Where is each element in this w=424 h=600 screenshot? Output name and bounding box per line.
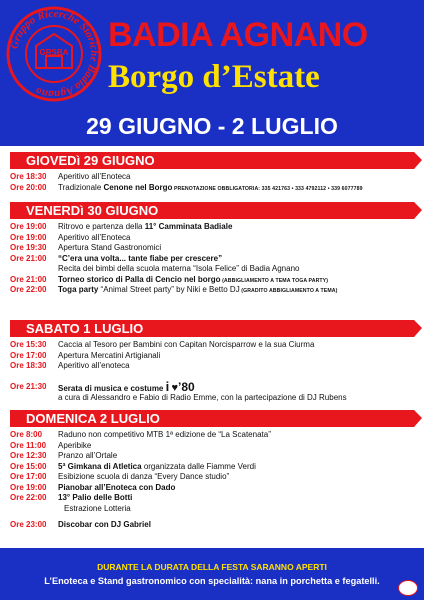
row-text: a cura di Alessandro e Fabio di Radio Emme, con la partecipazione di DJ Rubens: [58, 392, 347, 402]
program-row: [10, 483, 414, 494]
row-text: Aperitivo all’Enoteca: [58, 232, 131, 242]
program-row: [10, 351, 414, 362]
association-logo: [6, 6, 102, 102]
row-time: Ore 20:00: [10, 182, 47, 192]
row-text: Serata di musica e costume i ♥’80: [58, 378, 195, 394]
row-time: Ore 12:30: [10, 451, 47, 460]
row-text: Caccia al Tesoro per Bambini con Capitan Norcisparrow e la sua Ciurma: [58, 340, 315, 349]
row-time: Ore 19:00: [10, 482, 47, 492]
row-time: Ore 21:30: [10, 381, 47, 391]
row-text: Estrazione Lotteria: [64, 503, 131, 513]
row-time: Ore 19:30: [10, 243, 47, 252]
program-row: [10, 504, 414, 515]
row-text: Apertura Stand Gastronomici: [58, 243, 162, 252]
program-row: [10, 264, 414, 275]
row-text: Aperitivo all’enoteca: [58, 361, 130, 370]
program-row: [10, 275, 414, 286]
row-text: Recita dei bimbi della scuola materna “Isola Felice” di Badia Agnano: [58, 264, 300, 273]
row-time: Ore 15:00: [10, 461, 47, 471]
program-row: [10, 254, 414, 265]
program-row: [10, 430, 414, 441]
row-time: Ore 21:00: [10, 253, 47, 263]
program-row: [10, 361, 414, 372]
spacer-row: [10, 372, 414, 380]
row-text: Pranzo all’Ortale: [58, 451, 118, 460]
row-text: Apertura Mercatini Artigianali: [58, 350, 161, 360]
footer-details: L’Enoteca e Stand gastronomico con specialità: nana in porchetta e fegatelli.: [44, 576, 380, 586]
row-text: Discobar con DJ Gabriel: [58, 520, 151, 529]
row-time: Ore 18:30: [10, 361, 47, 370]
program-row: [10, 172, 414, 183]
day-section-saturday: [10, 320, 414, 403]
sponsor-badge-icon: [398, 580, 418, 596]
day-section-sunday: [10, 410, 414, 531]
row-time: Ore 8:00: [10, 430, 43, 439]
logo-seal-icon: [6, 6, 102, 102]
row-time: Ore 22:00: [10, 285, 47, 294]
row-time: Ore 19:00: [10, 222, 47, 231]
row-time: Ore 22:00: [10, 493, 47, 502]
program-row: [10, 441, 414, 452]
row-text: Torneo storico di Palla di Cencio nel borgo (ABBIGLIAMENTO A TEMA TOGA PARTY): [58, 274, 329, 284]
program-row: [10, 222, 414, 233]
day-header: VENERDì 30 GIUGNO: [10, 202, 414, 219]
row-text: Esibizione scuola di danza “Every Dance studio”: [58, 472, 230, 481]
program-row: [10, 233, 414, 244]
footer-banner: [0, 548, 424, 600]
program-row: [10, 520, 414, 531]
row-time: Ore 21:00: [10, 274, 47, 284]
header-banner: [0, 0, 424, 146]
row-time: Ore 17:00: [10, 350, 47, 360]
logo-center-text: GRSBA: [39, 48, 69, 57]
program-row: [10, 462, 414, 473]
row-text: Aperitivo all’Enoteca: [58, 172, 131, 181]
row-text: Toga party “Animal Street party” by Niki e Betto DJ (GRADITO ABBIGLIAMENTO A TEMA): [58, 285, 338, 294]
row-time: Ore 23:00: [10, 520, 47, 529]
row-time: Ore 19:00: [10, 232, 47, 242]
row-time: Ore 18:30: [10, 172, 47, 181]
day-section-friday: [10, 202, 414, 296]
program-row: [10, 340, 414, 351]
program-row: [10, 285, 414, 296]
row-text: 13° Palio delle Botti: [58, 493, 133, 502]
row-text: “C’era una volta... tante fiabe per crescere”: [58, 253, 223, 263]
footer-notice: DURANTE LA DURATA DELLA FESTA SARANNO APERTI: [97, 562, 327, 572]
page-title: BADIA AGNANO: [108, 16, 368, 54]
row-text: Pianobar all’Enoteca con Dado: [58, 482, 176, 492]
row-time: Ore 11:00: [10, 440, 47, 450]
day-header: DOMENICA 2 LUGLIO: [10, 410, 414, 427]
event-dates: 29 GIUGNO - 2 LUGLIO: [86, 113, 338, 139]
program-row: [10, 183, 414, 194]
program-row: [10, 451, 414, 462]
row-text: 5ª Gimkana di Atletica organizzata dalle Fiamme Verdi: [58, 461, 256, 471]
row-time: Ore 17:00: [10, 472, 47, 481]
page-subtitle: Borgo d’Estate: [108, 59, 320, 95]
row-text: Aperibike: [58, 440, 92, 450]
day-header: SABATO 1 LUGLIO: [10, 320, 414, 337]
program-row: [10, 243, 414, 254]
day-header: GIOVEDì 29 GIUGNO: [10, 152, 414, 169]
program-row: [10, 380, 414, 393]
row-time: Ore 15:30: [10, 340, 47, 349]
heart-icon: ♥: [171, 381, 179, 394]
row-text: Tradizionale Cenone nel Borgo PRENOTAZIONE OBBLIGATORIA: 335 421763 • 333 4792112 • 339 6077789: [58, 182, 363, 192]
row-text: Ritrovo e partenza della 11° Camminata Badiale: [58, 222, 233, 231]
logo-ring-text: Gruppo Ricerche Storiche Badia Agnano: [8, 7, 101, 101]
program-row: [10, 393, 414, 404]
row-text: Raduno non competitivo MTB 1ª edizione de “La Scatenata”: [58, 430, 271, 439]
program-row: [10, 472, 414, 483]
program-row: [10, 493, 414, 504]
day-section-thursday: [10, 152, 414, 193]
